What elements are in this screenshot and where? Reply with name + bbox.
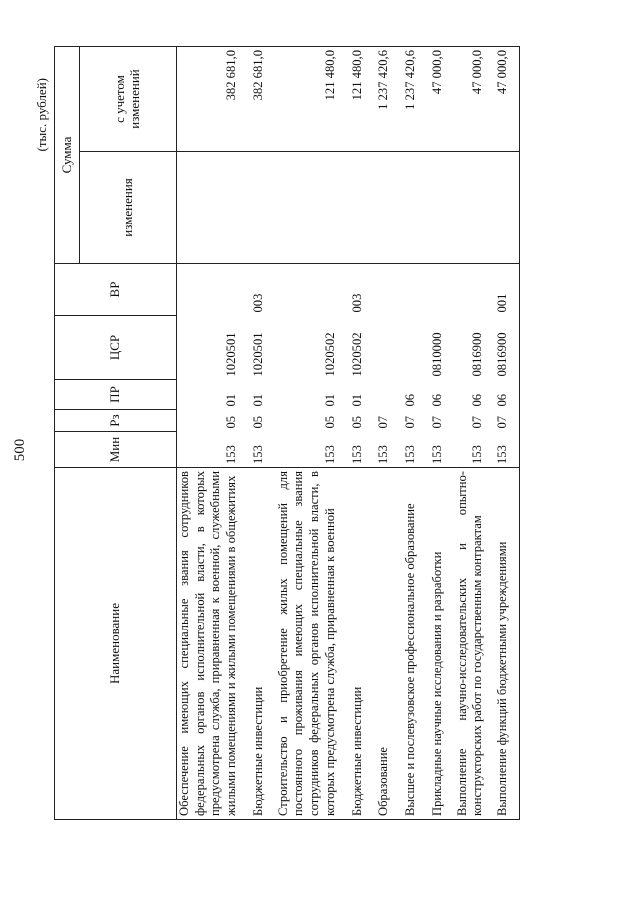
table-header xyxy=(55,47,177,820)
row-pr: 06 xyxy=(403,393,418,407)
row-with-changes: 47 000,0 xyxy=(449,47,489,152)
row-csr: 1020501 xyxy=(250,332,265,377)
row-csr: 1020501 xyxy=(224,332,239,377)
row-rz: 05 xyxy=(250,415,265,429)
row-csr: 0816900 xyxy=(470,332,485,377)
table-row xyxy=(489,47,519,820)
table-body xyxy=(177,47,520,820)
table-row xyxy=(422,47,449,820)
row-min: 153 xyxy=(243,432,270,468)
row-with-changes: 1 237 420,6 xyxy=(395,47,422,152)
row-min: 153 xyxy=(395,432,422,468)
row-name: Бюджетные инвестиции xyxy=(243,468,270,820)
row-rz: 07 xyxy=(429,415,444,429)
row-csr: 1020502 xyxy=(322,332,337,377)
row-rz: 07 xyxy=(403,415,418,429)
row-vr xyxy=(177,264,243,316)
row-rz: 05 xyxy=(349,415,364,429)
row-name: Обеспечение имеющих специальные звания сотрудников федеральных органов исполнительной власти, в которых предусмотрена служба, приравненная к военной, служебными жилыми помещениями и жилыми помещениями в общежитиях xyxy=(177,468,243,820)
row-rz: 07 xyxy=(489,410,519,432)
row-vr: 003 xyxy=(250,293,265,313)
row-changes xyxy=(422,152,449,264)
row-with-changes: 1 237 420,6 xyxy=(368,47,395,152)
row-with-changes: 47 000,0 xyxy=(489,47,519,152)
header-name: Наименование xyxy=(55,468,177,820)
row-min: 153 xyxy=(449,432,489,468)
row-csr: 1020502 xyxy=(349,332,364,377)
header-min: Мин xyxy=(55,432,177,468)
table-row xyxy=(395,47,422,820)
row-name: Бюджетные инвестиции xyxy=(342,468,369,820)
row-rz: 07 xyxy=(376,415,391,429)
row-min: 153 xyxy=(177,432,243,468)
header-csr: ЦСР xyxy=(55,316,177,380)
row-pr: 06 xyxy=(429,393,444,407)
row-name: Выполнение научно-исследовательских и опытно-конструкторских работ по государственным контрактам xyxy=(449,468,489,820)
row-csr xyxy=(395,316,422,380)
row-changes xyxy=(449,152,489,264)
row-changes xyxy=(368,152,395,264)
row-min: 153 xyxy=(489,432,519,468)
row-name: Образование xyxy=(368,468,395,820)
table-row xyxy=(368,47,395,820)
header-pr: ПР xyxy=(55,380,177,410)
row-name: Прикладные научные исследования и разработки xyxy=(422,468,449,820)
row-pr: 06 xyxy=(489,380,519,410)
table-row xyxy=(342,47,369,820)
row-changes xyxy=(177,152,243,264)
row-pr: 01 xyxy=(250,393,265,407)
row-rz: 07 xyxy=(470,415,485,429)
row-vr xyxy=(449,264,489,316)
row-min: 153 xyxy=(342,432,369,468)
table-row xyxy=(449,47,489,820)
row-with-changes: 121 480,0 xyxy=(270,47,342,152)
row-vr xyxy=(422,264,449,316)
table-row xyxy=(270,47,342,820)
row-pr: 01 xyxy=(322,393,337,407)
units-label: (тыс. рублей) xyxy=(34,78,49,152)
row-rz: 05 xyxy=(224,415,239,429)
row-changes xyxy=(489,152,519,264)
row-pr xyxy=(368,380,395,410)
row-name: Строительство и приобретение жилых помещений для постоянного проживания имеющих специальные звания сотрудников федеральных органов исполнительной власти, в которых предусмотрена служба, приравненная к военной xyxy=(270,468,342,820)
row-changes xyxy=(243,152,270,264)
row-changes xyxy=(270,152,342,264)
row-vr xyxy=(270,264,342,316)
row-vr xyxy=(395,264,422,316)
table-row xyxy=(243,47,270,820)
row-pr: 01 xyxy=(349,393,364,407)
row-min: 153 xyxy=(270,432,342,468)
row-with-changes: 382 681,0 xyxy=(243,47,270,152)
header-with-changes: с учетом изменений xyxy=(80,47,177,152)
row-pr: 01 xyxy=(224,393,239,407)
table-row xyxy=(177,47,243,820)
row-vr: 001 xyxy=(489,264,519,316)
row-vr xyxy=(368,264,395,316)
row-min: 153 xyxy=(368,432,395,468)
row-with-changes: 382 681,0 xyxy=(177,47,243,152)
budget-table xyxy=(54,46,520,820)
row-with-changes: 47 000,0 xyxy=(422,47,449,152)
row-changes xyxy=(395,152,422,264)
row-name: Выполнение функций бюджетными учреждениями xyxy=(489,468,519,820)
row-csr xyxy=(368,316,395,380)
header-rz: Рз xyxy=(55,410,177,432)
header-vr: ВР xyxy=(55,264,177,316)
header-sum: Сумма xyxy=(55,47,80,264)
page-number: 500 xyxy=(12,438,28,462)
row-csr: 0810000 xyxy=(429,332,444,377)
row-min: 153 xyxy=(422,432,449,468)
row-csr: 0816900 xyxy=(489,316,519,380)
row-changes xyxy=(342,152,369,264)
row-vr: 003 xyxy=(349,293,364,313)
row-rz: 05 xyxy=(322,415,337,429)
row-name: Высшее и послевузовское профессиональное образование xyxy=(395,468,422,820)
header-changes: изменения xyxy=(80,152,177,264)
row-pr: 06 xyxy=(470,393,485,407)
row-with-changes: 121 480,0 xyxy=(342,47,369,152)
